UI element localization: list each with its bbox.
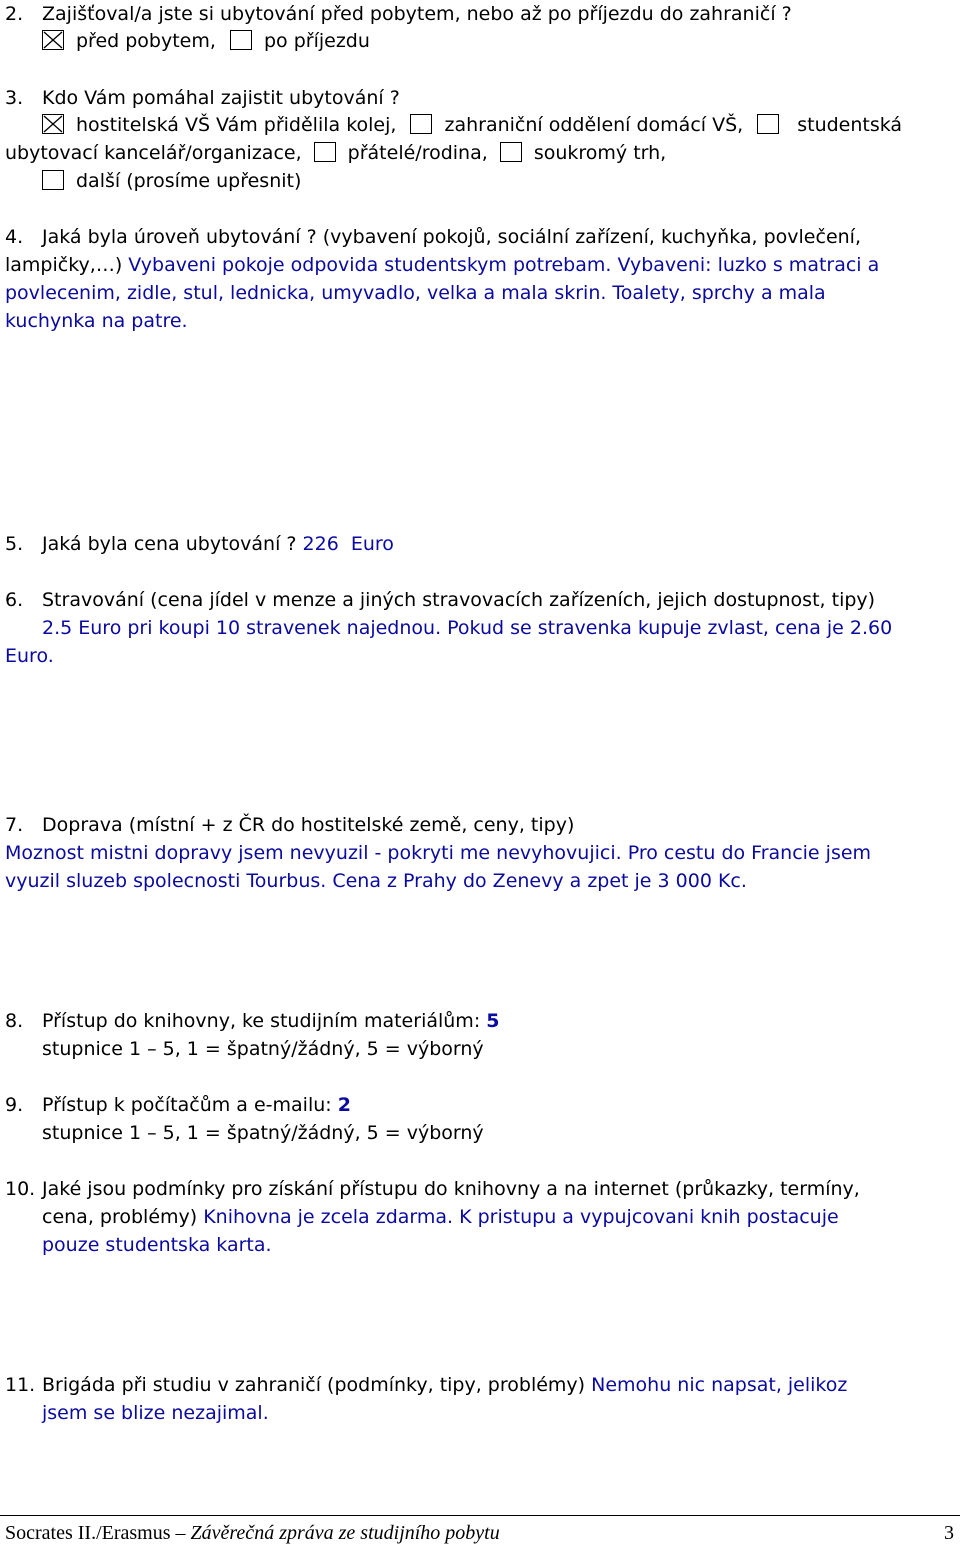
- q2-option-before-label: před pobytem,: [76, 30, 216, 52]
- q4-answer-part-1: Vybaveni pokoje odpovida studentskym potrebam. Vybaveni: luzko s matraci a: [122, 254, 880, 276]
- q8-scale: stupnice 1 – 5, 1 = špatný/žádný, 5 = výborný: [42, 1038, 484, 1060]
- q3-option-host-label: hostitelská VŠ Vám přidělila kolej,: [76, 114, 397, 136]
- q11-answer-part-2: jsem se blize nezajimal.: [42, 1402, 269, 1424]
- q10-question-line: [5, 1175, 860, 1203]
- q3-option-friends-checkbox[interactable]: [314, 142, 336, 162]
- q5-number: 5.: [5, 533, 24, 555]
- q2-option-after-checkbox[interactable]: [230, 30, 252, 50]
- q7-question: Doprava (místní + z ČR do hostitelské země, ceny, tipy): [42, 814, 575, 836]
- q2-option-after-label: po příjezdu: [263, 30, 370, 52]
- q2-question-line: [5, 0, 792, 28]
- q9-scale: stupnice 1 – 5, 1 = špatný/žádný, 5 = výborný: [42, 1122, 484, 1144]
- q9-question-line: [5, 1091, 351, 1119]
- q3-option-host-checkbox[interactable]: [42, 114, 64, 134]
- q3-option-friends-label: přátelé/rodina,: [347, 142, 488, 164]
- q6-question-line: [5, 586, 875, 614]
- q10-line-2: [42, 1203, 839, 1231]
- q7-answer-part-1: Moznost mistni dopravy jsem nevyuzil - pokryti me nevyhovujici. Pro cestu do Francie jsem: [5, 842, 872, 864]
- q3-option-agency-label: ubytovací kancelář/organizace,: [5, 142, 302, 164]
- q8-question-line: [5, 1007, 500, 1035]
- q3-question: Kdo Vám pomáhal zajistit ubytování ?: [42, 87, 400, 109]
- q6-number: 6.: [5, 589, 24, 611]
- q5-line: [5, 530, 394, 558]
- footer-report-name: Závěrečná zpráva ze studijního pobytu: [190, 1522, 500, 1544]
- q10-question: Jaké jsou podmínky pro získání přístupu do knihovny a na internet (průkazky, termíny,: [42, 1178, 860, 1200]
- checkbox-cross-icon: [43, 115, 65, 135]
- q9-number: 9.: [5, 1094, 24, 1116]
- q3-option-other-checkbox[interactable]: [42, 170, 64, 190]
- q5-question: Jaká byla cena ubytování ?: [42, 533, 297, 555]
- q4-line-2: [5, 251, 879, 279]
- q3-question-line: [5, 84, 400, 112]
- q4-line-1: [5, 223, 861, 251]
- q8-answer: 5: [486, 1010, 500, 1032]
- q4-answer-part-2: povlecenim, zidle, stul, lednicka, umyvadlo, velka a mala skrin. Toalety, sprchy a mala: [5, 282, 826, 304]
- q3-options-line-2: [5, 139, 666, 167]
- q10-question-end: cena, problémy): [42, 1206, 198, 1228]
- q8-question: Přístup do knihovny, ke studijním materiálům:: [42, 1010, 487, 1032]
- q4-question-start: Jaká byla úroveň ubytování ?: [42, 226, 317, 248]
- q11-number: 11.: [5, 1374, 36, 1396]
- page-number: 3: [944, 1522, 954, 1544]
- q7-number: 7.: [5, 814, 24, 836]
- q11-answer-part-1: Nemohu nic napsat, jelikoz: [585, 1374, 848, 1396]
- q3-options-line-3: [42, 167, 301, 195]
- q3-option-private-checkbox[interactable]: [500, 142, 522, 162]
- q4-number: 4.: [5, 226, 24, 248]
- q3-option-private-label: soukromý trh,: [533, 142, 667, 164]
- q9-question: Přístup k počítačům a e-mailu:: [42, 1094, 338, 1116]
- q7-answer-part-2: vyuzil sluzeb spolecnosti Tourbus. Cena z Prahy do Zenevy a zpet je 3 000 Kc.: [5, 870, 747, 892]
- q6-answer-part-2: Euro.: [5, 645, 54, 667]
- q10-number: 10.: [5, 1178, 36, 1200]
- q2-option-before-checkbox[interactable]: [42, 30, 64, 50]
- q9-answer: 2: [337, 1094, 351, 1116]
- q2-options-line: [42, 27, 370, 55]
- q2-question: Zajišťoval/a jste si ubytování před pobytem, nebo až po příjezdu do zahraničí ?: [42, 3, 792, 25]
- q3-option-student-label: studentská: [797, 114, 903, 136]
- q3-option-other-label: další (prosíme upřesnit): [76, 170, 302, 192]
- footer-program: Socrates II./Erasmus –: [5, 1522, 191, 1544]
- q3-number: 3.: [5, 87, 24, 109]
- q3-option-intl-label: zahraniční oddělení domácí VŠ,: [444, 114, 744, 136]
- q11-question-line: [5, 1371, 847, 1399]
- q6-answer-part-1: 2.5 Euro pri koupi 10 stravenek najednou. Pokud se stravenka kupuje zvlast, cena je 2.60: [42, 617, 893, 639]
- q7-question-line: [5, 811, 574, 839]
- q5-answer: 226 Euro: [296, 533, 394, 555]
- q8-number: 8.: [5, 1010, 24, 1032]
- q3-options-line-1: [42, 111, 902, 139]
- q4-question-rest: (vybavení pokojů, sociální zařízení, kuchyňka, povlečení,: [316, 226, 861, 248]
- q3-option-intl-checkbox[interactable]: [410, 114, 432, 134]
- q11-question: Brigáda při studiu v zahraničí (podmínky, tipy, problémy): [42, 1374, 586, 1396]
- checkbox-cross-icon: [43, 31, 65, 51]
- page-footer: [0, 1515, 960, 1548]
- footer-title: [5, 1518, 500, 1548]
- q10-answer-part-1: Knihovna je zcela zdarma. K pristupu a vypujcovani knih postacuje: [197, 1206, 839, 1228]
- q10-answer-part-2: pouze studentska karta.: [42, 1234, 272, 1256]
- q4-answer-part-3: kuchynka na patre.: [5, 310, 188, 332]
- q2-number: 2.: [5, 3, 24, 25]
- q3-option-student-checkbox[interactable]: [757, 114, 779, 134]
- q6-question: Stravování (cena jídel v menze a jiných stravovacích zařízeních, jejich dostupnost, tipy): [42, 589, 876, 611]
- q4-question-end: lampičky,…): [5, 254, 123, 276]
